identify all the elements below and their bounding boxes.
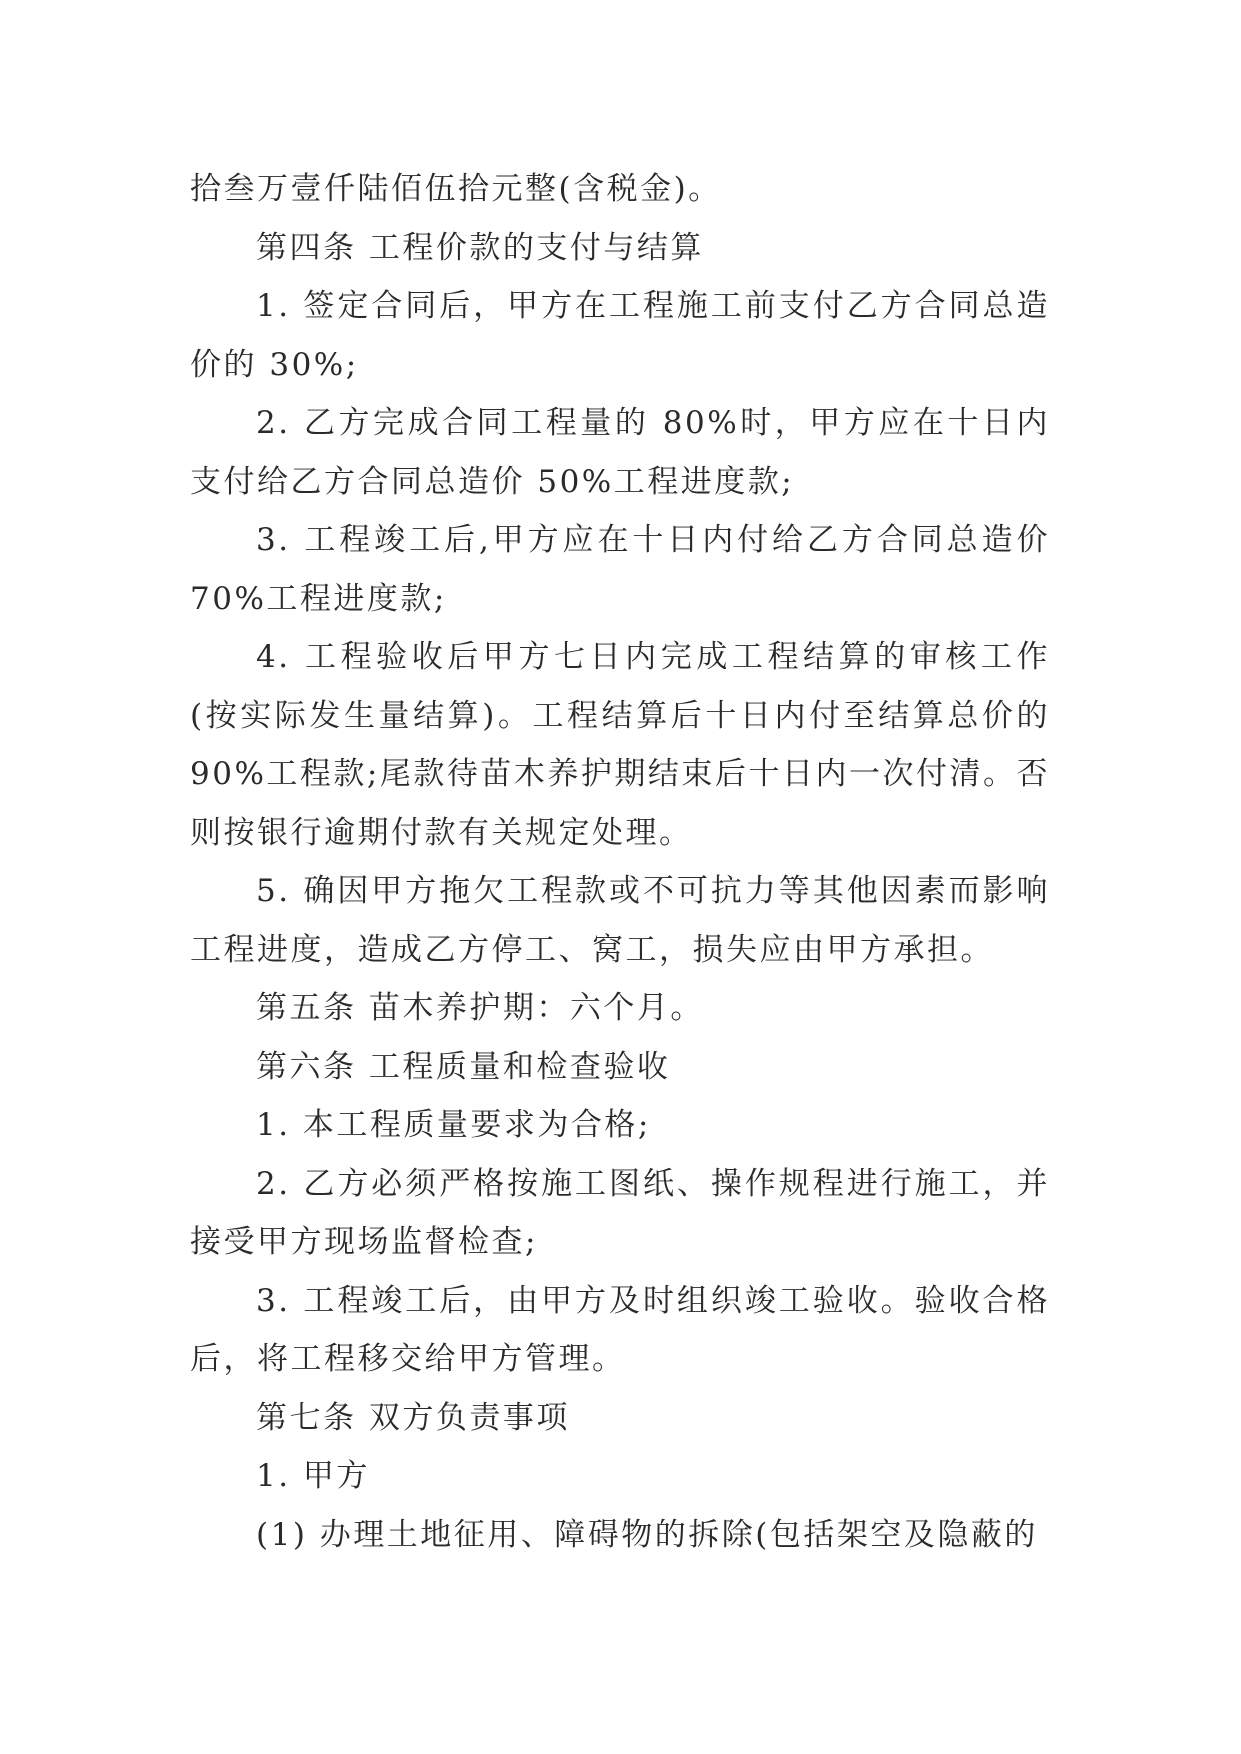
heading-article-6: 第六条 工程质量和检查验收 xyxy=(256,1048,671,1085)
heading-article-5: 第五条 苗木养护期：六个月。 xyxy=(256,990,704,1026)
paragraph-article-4-item-2: 2. 乙方完成合同工程量的 80%时，甲方应在十日内支付给乙方合同总造价 50%工程进度款; xyxy=(190,405,1050,500)
paragraph-article-4-item-5: 5. 确因甲方拖欠工程款或不可抗力等其他因素而影响工程进度，造成乙方停工、窝工，损失应由甲方承担。 xyxy=(190,873,1050,968)
document-body xyxy=(190,160,1050,1564)
paragraph-article-4-item-4: 4. 工程验收后甲方七日内完成工程结算的审核工作(按实际发生量结算)。工程结算后十日内付至结算总价的 90%工程款;尾款待苗木养护期结束后十日内一次付清。否则按银行逾期付款有关规定处理。 xyxy=(190,639,1050,851)
paragraph-article-6-item-3: 3. 工程竣工后，由甲方及时组织竣工验收。验收合格后，将工程移交给甲方管理。 xyxy=(190,1282,1050,1377)
paragraph-article-7-party-a: 1. 甲方 xyxy=(256,1458,370,1494)
paragraph-article-4-item-3: 3. 工程竣工后,甲方应在十日内付给乙方合同总造价 70%工程进度款; xyxy=(190,522,1050,617)
heading-article-4: 第四条 工程价款的支付与结算 xyxy=(256,229,704,266)
paragraph-amount-continuation: 拾叁万壹仟陆佰伍拾元整(含税金)。 xyxy=(190,171,722,207)
paragraph-article-4-item-1: 1. 签定合同后，甲方在工程施工前支付乙方合同总造价的 30%; xyxy=(190,288,1050,383)
paragraph-article-6-item-2: 2. 乙方必须严格按施工图纸、操作规程进行施工，并接受甲方现场监督检查; xyxy=(190,1165,1050,1260)
paragraph-article-7-party-a-item-1: (1) 办理土地征用、障碍物的拆除(包括架空及隐蔽的 xyxy=(256,1516,1038,1553)
heading-article-7: 第七条 双方负责事项 xyxy=(256,1399,570,1436)
paragraph-article-6-item-1: 1. 本工程质量要求为合格; xyxy=(256,1107,651,1143)
